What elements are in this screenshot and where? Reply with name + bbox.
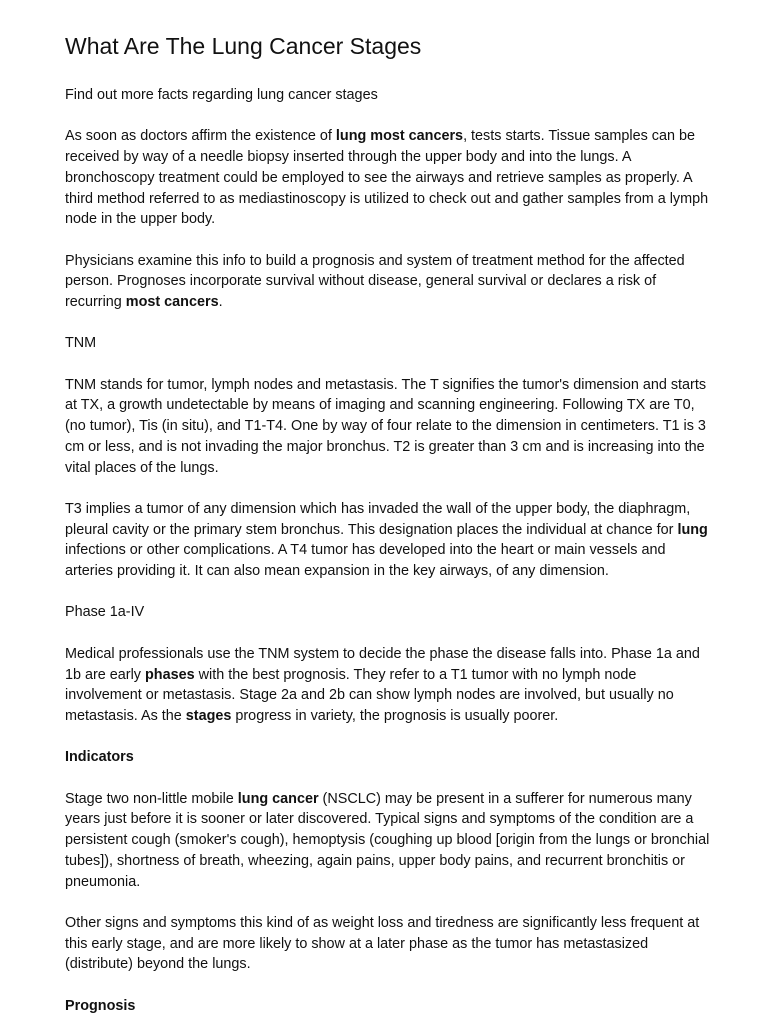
paragraph-text: Physicians examine this info to build a prognosis and system of treatment method for the affected person. Prognoses incorporate survival without disease, general survival or declares a risk of recurring [65, 252, 685, 310]
paragraph-text: Medical professionals use the TNM system to decide the phase the disease falls into. Phase 1a and 1b are early [65, 645, 700, 683]
paragraph-symptoms [65, 789, 715, 893]
paragraph-text: progress in variety, the prognosis is usually poorer. [231, 707, 559, 724]
section-heading-phase: Phase 1a-IV [65, 604, 145, 621]
paragraph-text: , tests starts. Tissue samples can be received by way of a needle biopsy inserted through the upper body and into the lungs. A bronchoscopy treatment could be employed to see the airways and retrieve samples as properly. A third method referred to as mediastinoscopy is utilized to check out and gather samples from a lymph node in the upper body. [65, 128, 709, 228]
paragraph-other-symptoms: Other signs and symptoms this kind of as weight loss and tiredness are significantly less frequent at this early stage, and are more likely to show at a later phase as the tumor has metastasized (distribute) beyond the lungs. [65, 914, 700, 973]
paragraph-t3-t4 [65, 499, 715, 582]
paragraph-tnm: TNM stands for tumor, lymph nodes and metastasis. The T signifies the tumor's dimension and starts at TX, a growth undetectable by means of imaging and scanning engineering. Following TX are T0, (no tumor), Tis (in situ), and T1-T4. One by way of four relate to the dimension in centimeters. T1 is 3 cm or less, and is not invading the major bronchus. T2 is greater than 3 cm and is increasing into the vital places of the lungs. [65, 376, 707, 476]
paragraph-text: T3 implies a tumor of any dimension which has invaded the wall of the upper body, the diaphragm, pleural cavity or the primary stem bronchus. This designation places the individual at chance for [65, 500, 691, 538]
subtitle: Find out more facts regarding lung cancer stages [65, 87, 378, 103]
bold-keyword: lung cancer [237, 790, 319, 807]
paragraph-text: As soon as doctors affirm the existence of [65, 128, 336, 145]
bold-keyword: lung [677, 521, 708, 538]
section-heading-indicators: Indicators [65, 749, 134, 766]
paragraph-prognosis-intro [65, 251, 715, 313]
paragraph-diagnosis [65, 126, 715, 230]
paragraph-text: Stage two non-little mobile [65, 790, 238, 807]
section-heading-tnm: TNM [65, 335, 97, 352]
paragraph-text: (NSCLC) may be present in a sufferer for numerous many years just before it is sooner or later discovered. Typical signs and symptoms of the condition are a persistent cough (smoker's cough), hemoptysis (coughing up blood [origin from the lungs or bronchial tubes]), shortness of breath, wheezing, again pains, upper body pains, and recurrent bronchitis or pneumonia. [65, 790, 710, 890]
paragraph-text: with the best prognosis. They refer to a T1 tumor with no lymph node involvement or metastasis. Stage 2a and 2b can show lymph nodes are involved, but usually no metastasis. As the [65, 666, 674, 724]
paragraph-text: . [218, 294, 223, 310]
page-title: What Are The Lung Cancer Stages [65, 33, 422, 59]
paragraph-phases [65, 644, 715, 727]
bold-keyword: most cancers [125, 294, 219, 310]
section-heading-prognosis: Prognosis [65, 997, 136, 1014]
document-page [65, 31, 715, 1016]
bold-keyword: stages [185, 707, 232, 724]
bold-keyword: lung most cancers [335, 128, 464, 145]
paragraph-text: infections or other complications. A T4 tumor has developed into the heart or main vessels and arteries providing it. It can also mean expansion in the key airways, of any dimension. [65, 542, 666, 580]
bold-keyword: phases [145, 666, 195, 683]
